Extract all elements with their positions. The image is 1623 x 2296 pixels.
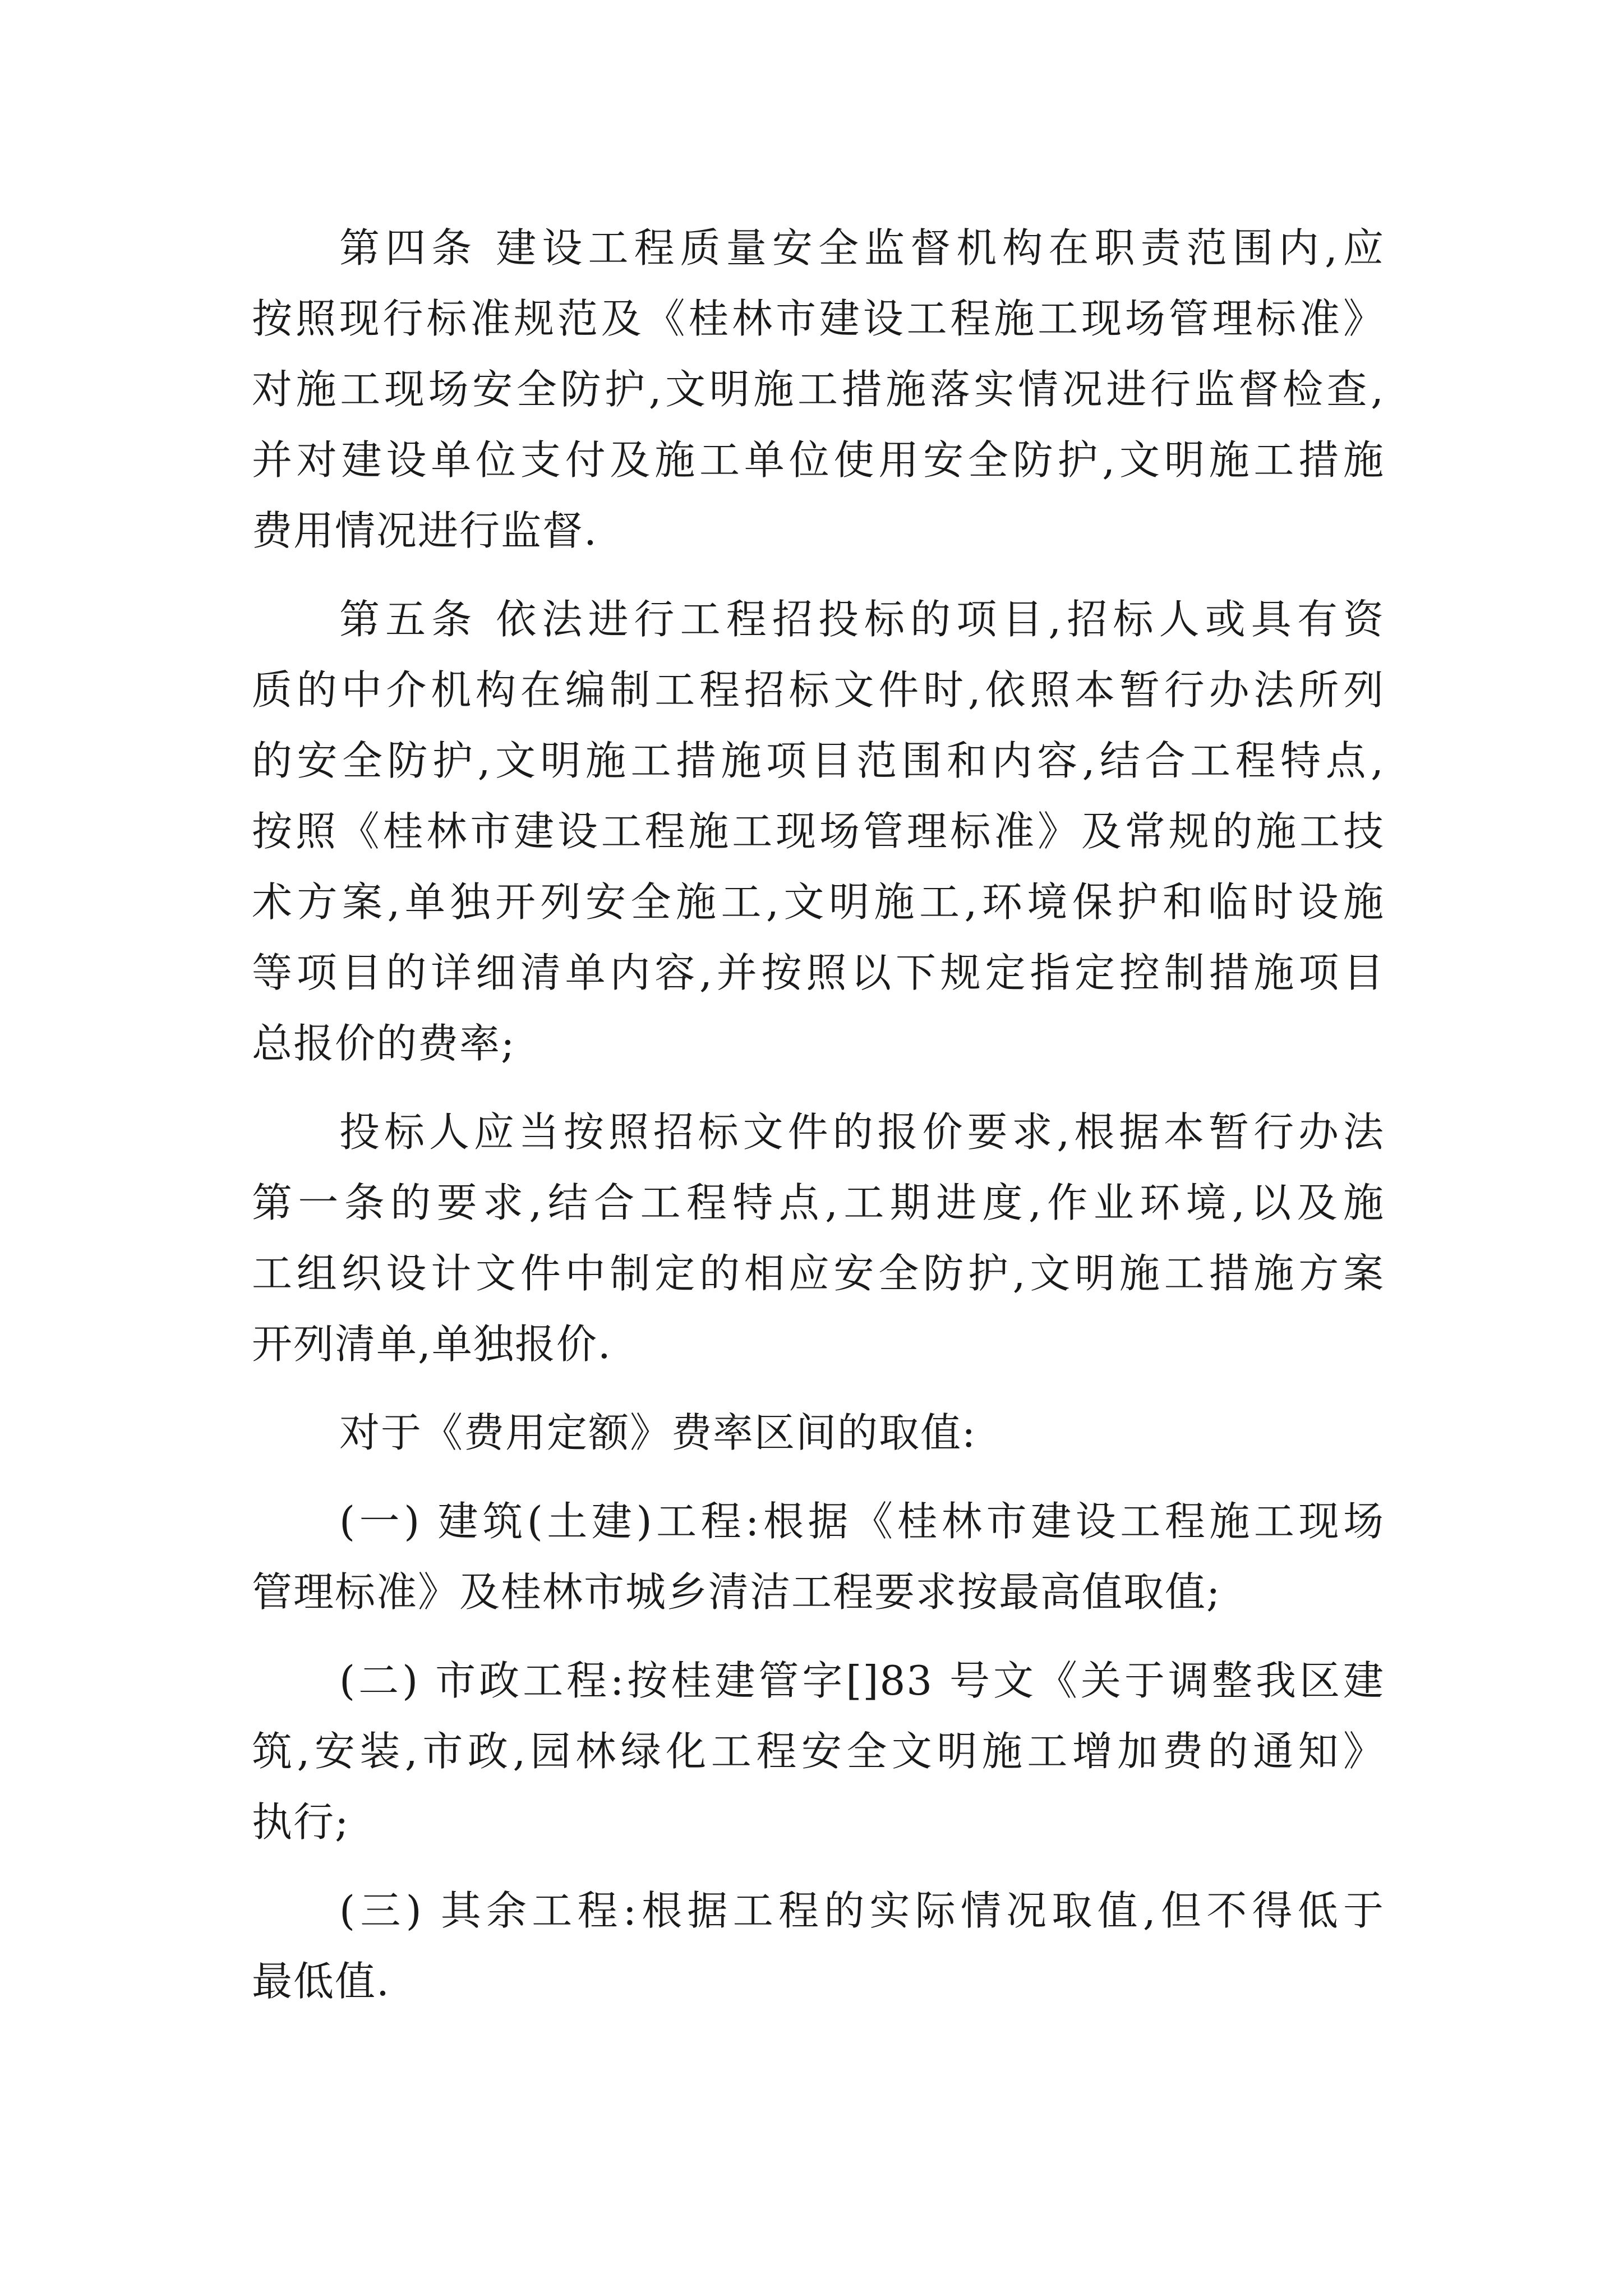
text-line: 按照《桂林市建设工程施工现场管理标准》及常规的施工技 bbox=[252, 808, 1385, 855]
text-line: 费用情况进行监督. bbox=[252, 507, 598, 554]
text-line: 管理标准》及桂林市城乡清洁工程要求按最高值取值; bbox=[252, 1568, 1221, 1616]
text-line: (二) 市政工程:按桂建管字[]83 号文《关于调整我区建 bbox=[339, 1657, 1385, 1704]
text-line: 执行; bbox=[252, 1798, 350, 1846]
text-line: 工组织设计文件中制定的相应安全防护,文明施工措施方案 bbox=[252, 1250, 1385, 1297]
text-line: 筑,安装,市政,园林绿化工程安全文明施工增加费的通知》 bbox=[252, 1728, 1385, 1775]
text-line: 第五条 依法进行工程招投标的项目,招标人或具有资 bbox=[339, 596, 1385, 643]
text-line: 最低值. bbox=[252, 1958, 390, 2005]
text-line: (三) 其余工程:根据工程的实际情况取值,但不得低于 bbox=[339, 1887, 1385, 1934]
text-line: 术方案,单独开列安全施工,文明施工,环境保护和临时设施 bbox=[252, 878, 1385, 926]
text-line: 按照现行标准规范及《桂林市建设工程施工现场管理标准》 bbox=[252, 295, 1385, 342]
text-line: 对施工现场安全防护,文明施工措施落实情况进行监督检查, bbox=[252, 366, 1385, 413]
text-line: (一) 建筑(土建)工程:根据《桂林市建设工程施工现场 bbox=[339, 1498, 1385, 1545]
text-line: 质的中介机构在编制工程招标文件时,依照本暂行办法所列 bbox=[252, 666, 1385, 714]
text-line: 开列清单,单独报价. bbox=[252, 1320, 612, 1368]
text-line: 等项目的详细清单内容,并按照以下规定指定控制措施项目 bbox=[252, 949, 1385, 996]
text-line: 总报价的费率; bbox=[252, 1020, 516, 1067]
text-line: 并对建设单位支付及施工单位使用安全防护,文明施工措施 bbox=[252, 436, 1385, 484]
text-line: 投标人应当按照招标文件的报价要求,根据本暂行办法 bbox=[339, 1108, 1385, 1156]
text-line: 的安全防护,文明施工措施项目范围和内容,结合工程特点, bbox=[252, 737, 1385, 784]
text-line: 第一条的要求,结合工程特点,工期进度,作业环境,以及施 bbox=[252, 1179, 1385, 1226]
text-line: 第四条 建设工程质量安全监督机构在职责范围内,应 bbox=[339, 224, 1385, 272]
text-line: 对于《费用定额》费率区间的取值: bbox=[339, 1409, 977, 1456]
